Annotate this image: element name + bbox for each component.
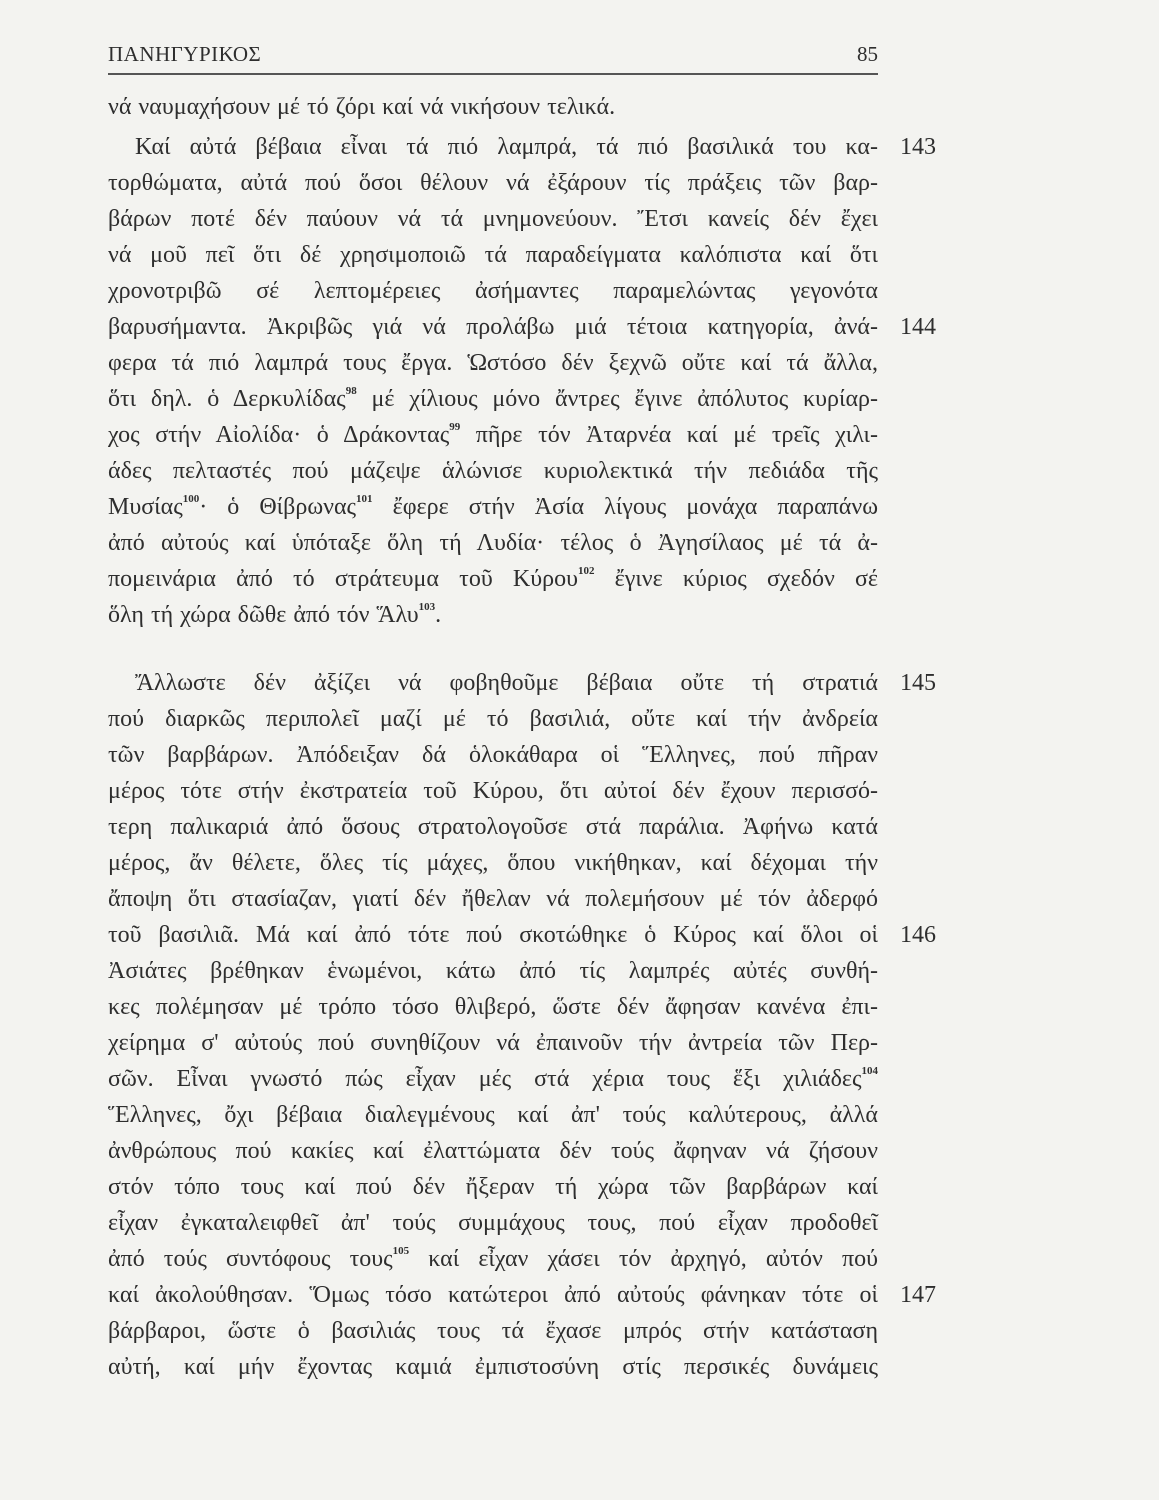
text-segment: χος στήν Αἰολίδα· ὁ Δράκοντας: [108, 422, 450, 448]
footnote-ref[interactable]: 98: [345, 385, 357, 397]
footnote-ref[interactable]: 103: [418, 601, 436, 613]
text-segment: τοῦ βασιλιᾶ. Μά καί ἀπό τότε πού σκοτώθηκε ὁ Κύρος καί ὅλοι οἱ: [108, 922, 878, 948]
footnote-ref[interactable]: 105: [392, 1245, 410, 1257]
text-line: [108, 165, 878, 201]
text-line: [108, 1277, 936, 1313]
text-segment: .: [435, 602, 442, 628]
text-line: [108, 809, 878, 845]
text-segment: σῶν. Εἶναι γνωστό πώς εἶχαν μές στά χέρια τους ἕξι χιλιάδες: [108, 1066, 862, 1092]
footnote-ref[interactable]: 102: [577, 565, 595, 577]
text-line: [108, 773, 878, 809]
text-line: [108, 453, 878, 489]
text-line: [108, 1169, 878, 1205]
text-line: [108, 917, 936, 953]
text-line: [108, 1241, 878, 1277]
text-segment: Ἀσιάτες βρέθηκαν ἑνωμένοι, κάτω ἀπό τίς λαμπρές αὐτές συνθή-: [108, 958, 878, 984]
text-line: [108, 417, 878, 453]
text-line: [108, 701, 878, 737]
text-line: [108, 1349, 878, 1385]
text-line: [108, 561, 878, 597]
text-segment: καί εἶχαν χάσει τόν ἀρχηγό, αὐτόν πού: [409, 1246, 878, 1272]
text-segment: ὅτι δηλ. ὁ Δερκυλίδας: [108, 386, 346, 412]
text-line: [108, 953, 878, 989]
text-segment: μέρος τότε στήν ἐκστρατεία τοῦ Κύρου, ὅτι αὐτοί δέν ἔχουν περισσό-: [108, 778, 878, 804]
text-segment: χρονοτριβῶ σέ λεπτομέρειες ἀσήμαντες παραμελώντας γεγονότα: [108, 278, 878, 304]
text-line: [108, 597, 878, 633]
text-line: [108, 845, 878, 881]
text-segment: νά μοῦ πεῖ ὅτι δέ χρησιμοποιῶ τά παραδείγματα καλόπιστα καί ὅτι: [108, 242, 878, 268]
text-segment: Καί αὐτά βέβαια εἶναι τά πιό λαμπρά, τά πιό βασιλικά του κα-: [135, 134, 878, 160]
text-segment: ἀπό αὐτούς καί ὑπόταξε ὅλη τή Λυδία· τέλος ὁ Ἀγησίλαος μέ τά ἀ-: [108, 530, 878, 556]
text-segment: αὐτή, καί μήν ἔχοντας καμιά ἐμπιστοσύνη στίς περσικές δυνάμεις: [108, 1354, 878, 1380]
text-line: [108, 89, 878, 125]
text-line: [108, 1097, 878, 1133]
text-line: [108, 309, 936, 345]
text-line: [108, 129, 936, 165]
margin-section-number: 146: [900, 922, 936, 948]
text-segment: ἀπό τούς συντόφους τους: [108, 1246, 393, 1272]
text-segment: πού διαρκῶς περιπολεῖ μαζί μέ τό βασιλιά, οὔτε καί τήν ἀνδρεία: [108, 706, 878, 732]
footnote-ref[interactable]: 104: [861, 1065, 878, 1077]
text-segment: βάρβαροι, ὥστε ὁ βασιλιάς τους τά ἔχασε μπρός στήν κατάσταση: [108, 1318, 878, 1344]
text-segment: στόν τόπο τους καί πού δέν ἤξεραν τή χώρα τῶν βαρβάρων καί: [108, 1174, 878, 1200]
text-segment: πῆρε τόν Ἀταρνέα καί μέ τρεῖς χιλι-: [460, 422, 878, 448]
text-segment: καί ἀκολούθησαν. Ὅμως τόσο κατώτεροι ἀπό αὐτούς φάνηκαν τότε οἱ: [108, 1282, 878, 1308]
text-segment: χείρημα σ' αὐτούς πού συνηθίζουν νά ἐπαινοῦν τήν ἀντρεία τῶν Περ-: [108, 1030, 878, 1056]
text-segment: βάρων ποτέ δέν παύουν νά τά μνημονεύουν. Ἔτσι κανείς δέν ἔχει: [108, 206, 878, 232]
text-segment: τῶν βαρβάρων. Ἀπόδειξαν δά ὁλοκάθαρα οἱ Ἕλληνες, πού πῆραν: [108, 742, 878, 768]
footnote-ref[interactable]: 101: [356, 493, 373, 505]
text-line: [108, 1313, 878, 1349]
text-segment: βαρυσήμαντα. Ἀκριβῶς γιά νά προλάβω μιά τέτοια κατηγορία, ἀνά-: [108, 314, 878, 340]
text-segment: μέ χίλιους μόνο ἄντρες ἔγινε ἀπόλυτος κυρίαρ-: [356, 386, 879, 412]
text-segment: Ἕλληνες, ὄχι βέβαια διαλεγμένους καί ἀπ' τούς καλύτερους, ἀλλά: [108, 1102, 878, 1128]
text-segment: πομεινάρια ἀπό τό στράτευμα τοῦ Κύρου: [108, 566, 578, 592]
text-segment: · ὁ Θίβρωνας: [199, 494, 357, 520]
text-segment: ἔγινε κύριος σχεδόν σέ: [594, 566, 879, 592]
running-title: ΠΑΝΗΓΥΡΙΚΟΣ: [108, 42, 262, 66]
paragraph: [108, 89, 878, 125]
text-segment: μέρος, ἄν θέλετε, ὅλες τίς μάχες, ὅπου νικήθηκαν, καί δέχομαι τήν: [108, 850, 878, 876]
text-segment: Μυσίας: [108, 494, 183, 520]
margin-section-number: 143: [900, 134, 936, 160]
text-line: [108, 1205, 878, 1241]
body-text: [108, 89, 936, 1385]
text-line: [108, 489, 878, 525]
text-segment: Ἄλλωστε δέν ἀξίζει νά φοβηθοῦμε βέβαια οὔτε τή στρατιά: [135, 670, 878, 696]
text-segment: ἄποψη ὅτι στασίαζαν, γιατί δέν ἤθελαν νά πολεμήσουν μέ τόν ἀδερφό: [108, 886, 878, 912]
margin-section-number: 144: [900, 314, 936, 340]
paragraph: [108, 665, 936, 1385]
text-segment: ὅλη τή χώρα δῶθε ἀπό τόν Ἅλυ: [108, 602, 419, 628]
text-segment: εἶχαν ἐγκαταλειφθεῖ ἀπ' τούς συμμάχους τους, πού εἶχαν προδοθεῖ: [108, 1210, 878, 1236]
margin-section-number: 145: [900, 670, 936, 696]
text-line: [108, 525, 878, 561]
text-line: [108, 237, 878, 273]
text-segment: κες πολέμησαν μέ τρόπο τόσο θλιβερό, ὥστε δέν ἄφησαν κανένα ἐπι-: [108, 994, 878, 1020]
text-line: [108, 1061, 878, 1097]
header-rule: [108, 73, 878, 75]
page-header: [108, 42, 878, 72]
text-segment: τορθώματα, αὐτά πού ὅσοι θέλουν νά ἐξάρουν τίς πράξεις τῶν βαρ-: [108, 170, 878, 196]
footnote-ref[interactable]: 99: [449, 421, 461, 433]
text-line: [108, 381, 878, 417]
text-line: [108, 273, 878, 309]
text-line: [108, 345, 878, 381]
text-line: [108, 737, 878, 773]
text-segment: ἀνθρώπους πού κακίες καί ἐλαττώματα δέν τούς ἄφηναν νά ζήσουν: [108, 1138, 878, 1164]
margin-section-number: 147: [900, 1282, 936, 1308]
text-line: [108, 201, 878, 237]
text-line: [108, 881, 878, 917]
text-line: [108, 1133, 878, 1169]
text-segment: φερα τά πιό λαμπρά τους ἔργα. Ὡστόσο δέν ξεχνῶ οὔτε καί τά ἄλλα,: [108, 350, 878, 376]
page-number: 85: [857, 42, 878, 66]
text-line: [108, 665, 936, 701]
text-segment: νά ναυμαχήσουν μέ τό ζόρι καί νά νικήσουν τελικά.: [108, 94, 616, 120]
text-segment: ἔφερε στήν Ἀσία λίγους μονάχα παραπάνω: [372, 494, 878, 520]
text-segment: τερη παλικαριά ἀπό ὅσους στρατολογοῦσε στά παράλια. Ἀφήνω κατά: [108, 814, 878, 840]
text-segment: άδες πελταστές πού μάζεψε ἁλώνισε κυριολεκτικά τήν πεδιάδα τῆς: [108, 458, 878, 484]
footnote-ref[interactable]: 100: [182, 493, 200, 505]
text-line: [108, 989, 878, 1025]
paragraph: [108, 129, 936, 633]
text-line: [108, 1025, 878, 1061]
